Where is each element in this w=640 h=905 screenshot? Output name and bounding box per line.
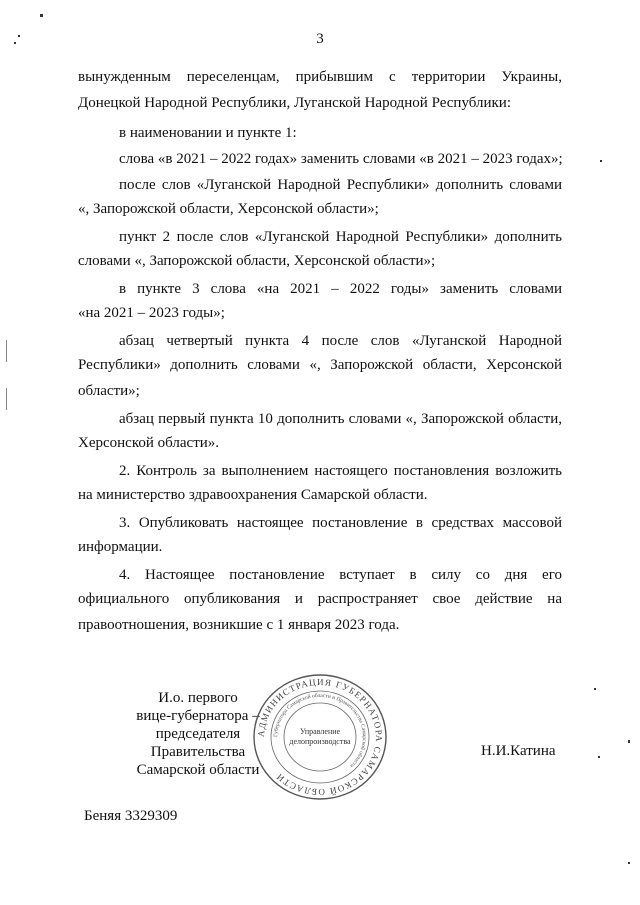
- text-line: в пункте 3 слова «на 2021 – 2022 годы» заменить словами: [119, 281, 562, 297]
- scan-speck: [598, 756, 600, 758]
- signature-position-line: председателя Правительства: [150, 726, 246, 760]
- scan-speck: [40, 14, 43, 17]
- scan-speck: [628, 862, 630, 864]
- text-line: Донецкой Народной Республики, Луганской Народной Республики:: [78, 95, 512, 111]
- page-number: 3: [316, 31, 324, 47]
- text-line: 4. Настоящее постановление вступает в силу со дня его: [119, 567, 562, 583]
- text-line: слова «в 2021 – 2022 годах» заменить словами «в 2021 – 2023 годах»;: [119, 151, 563, 167]
- text-line: «, Запорожской области, Херсонской области»;: [78, 201, 379, 217]
- scan-edge-mark: [6, 388, 7, 410]
- text-line: официального опубликования и распространяет свое действие на: [78, 591, 562, 607]
- text-line: 3. Опубликовать настоящее постановление в средствах массовой: [119, 515, 562, 531]
- signature-position-line: Самарской области: [136, 762, 260, 778]
- text-line: словами «, Запорожской области, Херсонской области»;: [78, 253, 436, 269]
- scan-edge-mark: [6, 340, 7, 362]
- text-line: пункт 2 после слов «Луганской Народной Республики» дополнить: [119, 229, 562, 245]
- text-line: информации.: [78, 539, 163, 555]
- seal-center-line2: делопроизводства: [289, 737, 351, 746]
- text-line: правоотношения, возникшие с 1 января 2023 года.: [78, 617, 400, 633]
- signatory-name: Н.И.Катина: [481, 743, 556, 759]
- scan-speck: [600, 160, 602, 162]
- text-line: «на 2021 – 2023 годы»;: [78, 305, 225, 321]
- text-line: после слов «Луганской Народной Республики» дополнить словами: [119, 177, 562, 193]
- scan-speck: [594, 688, 596, 690]
- text-line: области»;: [78, 383, 140, 399]
- scan-speck: [628, 740, 630, 743]
- text-line: вынужденным переселенцам, прибывшим с территории Украины,: [78, 69, 562, 85]
- seal-center-line1: Управление: [299, 727, 341, 736]
- text-line: на министерство здравоохранения Самарской области.: [78, 487, 428, 503]
- seal-inner-text: Губернатора Самарской области и Правительства Самарской области: [272, 692, 368, 769]
- text-line: абзац первый пункта 10 дополнить словами «, Запорожской области,: [119, 411, 562, 427]
- text-line: в наименовании и пункте 1:: [119, 125, 297, 141]
- signature-position-line: И.о. первого: [158, 690, 238, 706]
- text-line: 2. Контроль за выполнением настоящего постановления возложить: [119, 463, 562, 479]
- text-line: Республики» дополнить словами «, Запорожской области, Херсонской: [78, 357, 562, 373]
- scan-speck: [18, 35, 20, 37]
- signature-position-line: вице-губернатора –: [136, 708, 260, 724]
- scan-speck: [14, 42, 16, 44]
- seal-outer-text: АДМИНИСТРАЦИЯ ГУБЕРНАТОРА САМАРСКОЙ ОБЛАСТИ: [255, 676, 385, 798]
- text-line: абзац четвертый пункта 4 после слов «Луганской Народной: [119, 333, 562, 349]
- executor-info: Беняя 3329309: [84, 808, 178, 824]
- text-line: Херсонской области».: [78, 435, 220, 451]
- official-seal: [251, 672, 389, 802]
